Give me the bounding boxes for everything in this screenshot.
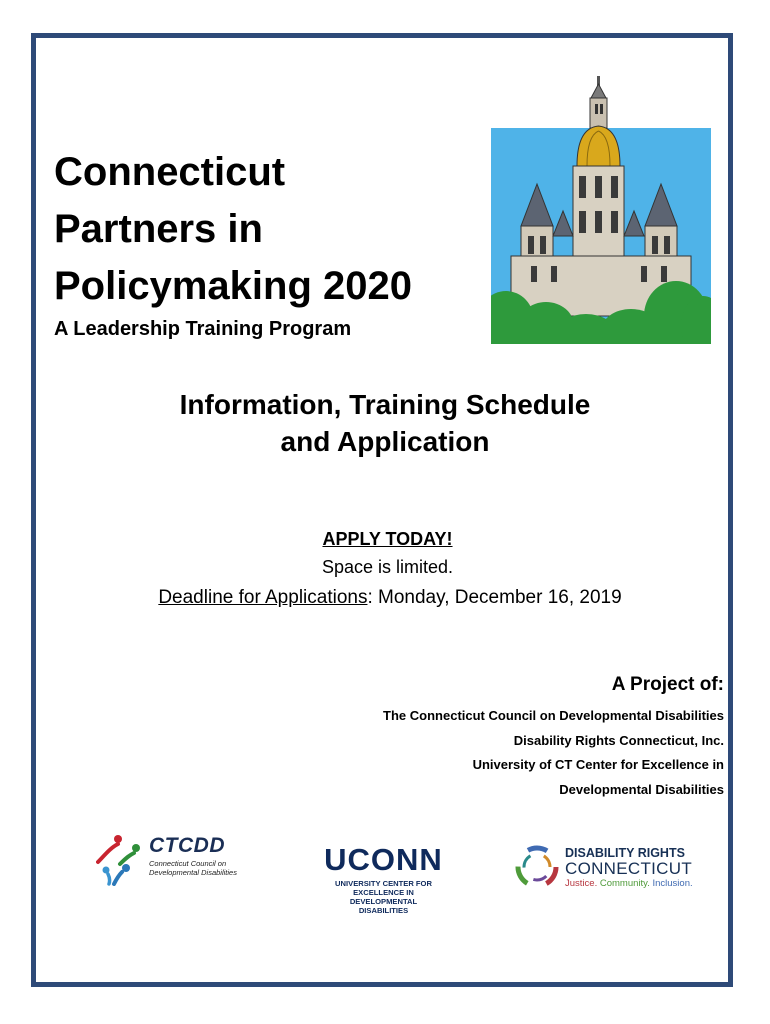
ctcdd-subtitle xyxy=(149,860,259,877)
partner-item: The Connecticut Council on Developmental Disabilities xyxy=(383,708,724,723)
page-subtitle: A Leadership Training Program xyxy=(54,318,352,340)
uconn-sub-line-3: DEVELOPMENTAL xyxy=(349,897,418,906)
drct-tag-community: Community. xyxy=(599,878,653,889)
uconn-sub-line-2: EXCELLENCE IN xyxy=(353,888,414,897)
drct-tagline xyxy=(565,878,693,889)
uconn-sub-line-1: UNIVERSITY CENTER FOR xyxy=(335,879,432,888)
apply-today: APPLY TODAY! xyxy=(322,529,453,549)
partner-item: Developmental Disabilities xyxy=(559,781,724,797)
ctcdd-sub-line-2: Developmental Disabilities xyxy=(149,867,237,877)
drct-tag-inclusion: Inclusion. xyxy=(652,878,693,889)
info-heading-line-2: and Application xyxy=(280,426,490,457)
title-line-3: Policymaking 2020 xyxy=(54,264,412,308)
drct-mid-text: CONNECTICUT xyxy=(565,859,693,878)
project-heading: A Project of: xyxy=(611,674,724,695)
deadline-date: Monday, December 16, 2019 xyxy=(378,587,622,608)
drct-tag-justice: Justice. xyxy=(565,878,600,889)
title-line-1: Connecticut xyxy=(54,150,286,194)
space-limited: Space is limited. xyxy=(321,557,454,577)
ctcdd-logo xyxy=(96,834,246,886)
uconn-wordmark: UCONN xyxy=(324,842,443,877)
page-title xyxy=(54,144,484,315)
ctcdd-name: CTCDD xyxy=(149,834,225,857)
deadline xyxy=(0,587,770,609)
partner-item: Disability Rights Connecticut, Inc. xyxy=(513,732,724,748)
deadline-colon: : xyxy=(367,587,379,608)
info-heading-line-1: Information, Training Schedule xyxy=(179,389,591,420)
uconn-logo xyxy=(321,844,446,924)
partner-item: University of CT Center for Excellence in xyxy=(472,757,724,772)
uconn-sub-line-4: DISABILITIES xyxy=(358,906,409,915)
ctcdd-people-icon xyxy=(96,834,146,886)
capitol-illustration xyxy=(491,76,711,344)
partner-list xyxy=(383,704,724,802)
drct-top-text: DISABILITY RIGHTS xyxy=(565,846,685,860)
ctcdd-sub-line-1: Connecticut Council on xyxy=(149,859,227,868)
info-heading xyxy=(0,386,770,460)
uconn-subtitle xyxy=(321,879,446,915)
drct-ring-icon xyxy=(512,839,562,895)
title-line-2: Partners in xyxy=(54,207,263,251)
deadline-label: Deadline for Applications xyxy=(158,587,368,608)
drct-logo xyxy=(512,839,702,895)
